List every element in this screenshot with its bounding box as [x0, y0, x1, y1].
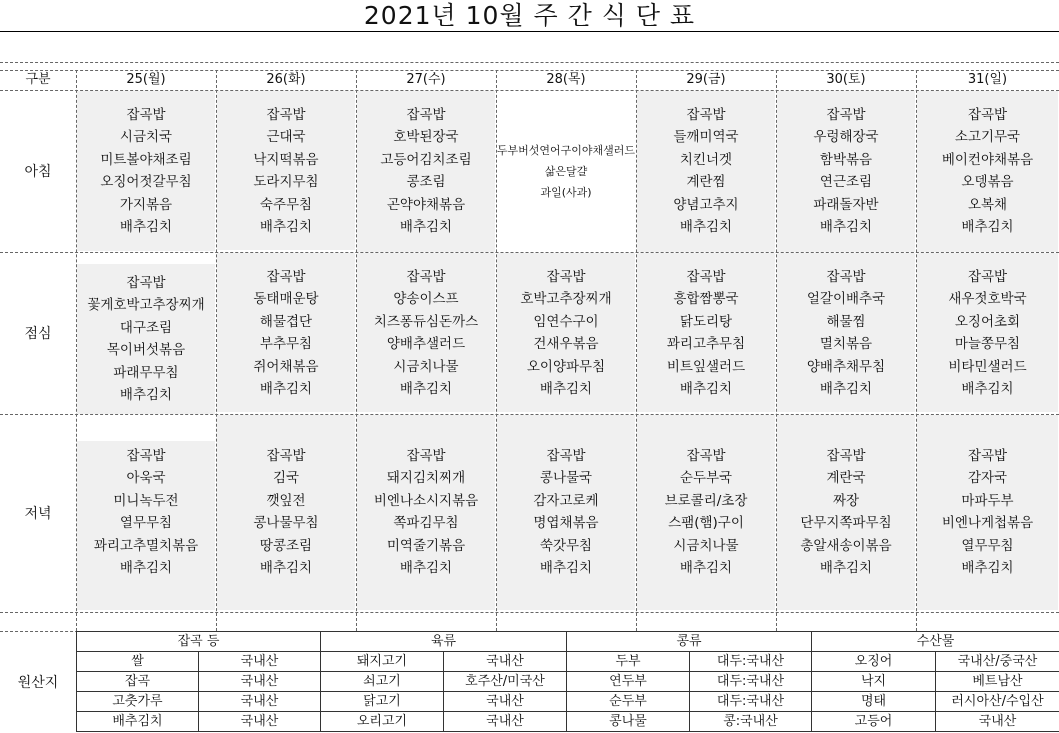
menu-item: 소고기무국: [954, 129, 1021, 145]
origin-country: 베트남산: [936, 672, 1059, 692]
menu-item: 도라지무침: [253, 174, 319, 190]
menu-cell-lunch: [76, 264, 216, 414]
origin-item: 두부: [567, 652, 690, 672]
meal-label-breakfast: 아침: [24, 164, 52, 180]
origin-country: 국내산: [444, 692, 567, 712]
origin-category-meat: 육류: [321, 632, 567, 652]
menu-item: 오복채: [967, 196, 1008, 213]
menu-item: 양념고추지: [673, 196, 739, 213]
menu-item: 흥합짬뽕국: [673, 291, 739, 307]
header-label: 구분: [25, 72, 51, 87]
meal-label-lunch: 점심: [24, 326, 52, 342]
menu-item: 쑥갓무침: [539, 537, 593, 554]
menu-item: 파래무무침: [113, 364, 179, 381]
menu-item: 낙지떡볶음: [253, 151, 319, 168]
menu-item: 잡곡밥: [686, 268, 726, 285]
menu-item: 배추김치: [679, 560, 733, 576]
origin-item: 낙지: [812, 672, 936, 692]
grid-line: [0, 62, 1059, 63]
origin-country: 대두:국내산: [690, 652, 812, 672]
menu-item: 연근조림: [819, 174, 873, 190]
menu-item: 시금치나물: [393, 358, 459, 375]
menu-item: 배추김치: [819, 381, 873, 397]
menu-item: 돼지김치찌개: [386, 470, 466, 486]
menu-item: 근대국: [266, 129, 306, 145]
menu-item: 잡곡밥: [546, 447, 586, 464]
origin-country: 국내산/중국산: [936, 652, 1059, 672]
menu-item: 오징어젓갈무침: [100, 174, 192, 190]
origin-item: 쇠고기: [321, 672, 444, 692]
menu-item: 꽈리고추멸치볶음: [93, 537, 199, 554]
menu-item: 배추김치: [259, 560, 313, 576]
menu-cell-dinner: [216, 438, 356, 586]
menu-cell-lunch: [496, 252, 636, 414]
menu-cell-breakfast: [216, 90, 356, 252]
origin-item: 고춧가루: [77, 692, 199, 712]
menu-item: 고등어김치조림: [380, 151, 472, 168]
menu-cell-dinner: [76, 438, 216, 586]
menu-item: 숙주무침: [259, 196, 313, 213]
origin-item: 오징어: [812, 652, 936, 672]
menu-item: 우렁해장국: [813, 129, 879, 145]
menu-item: 해물겹단: [259, 313, 313, 330]
menu-item: 해물찜: [826, 313, 866, 330]
menu-item: 잡곡밥: [686, 447, 726, 464]
menu-item: 마늘쫑무침: [954, 336, 1021, 352]
menu-item: 목이버섯볶음: [106, 342, 186, 358]
menu-item: 배추김치: [119, 387, 173, 403]
origin-row: [77, 672, 1059, 692]
menu-item: 오뎅볶음: [961, 174, 1014, 190]
origin-country: 국내산: [444, 652, 567, 672]
menu-item: 들깨미역국: [673, 129, 739, 145]
grid-line: [0, 612, 1059, 613]
menu-item: 잡곡밥: [266, 106, 306, 123]
menu-item: 치킨너겟: [679, 151, 733, 168]
menu-item: 잡곡밥: [406, 268, 446, 285]
menu-item: 계란찜: [686, 174, 726, 190]
menu-item: 양송이스프: [393, 291, 459, 307]
origin-item: 순두부: [567, 692, 690, 712]
menu-item: 총알새송이볶음: [800, 537, 892, 554]
menu-item: 브로콜리/초장: [664, 492, 748, 509]
menu-item: 꽈리고추무침: [666, 336, 746, 352]
menu-item: 배추김치: [259, 381, 313, 397]
origin-label: 원산지: [17, 674, 59, 691]
origin-item: 배추김치: [77, 712, 199, 732]
day-header: 30(토): [826, 72, 866, 87]
menu-item: 미니녹두전: [113, 492, 179, 509]
menu-item: 새우젓호박국: [948, 291, 1027, 307]
menu-item: 베이컨야채볶음: [941, 151, 1034, 168]
menu-item: 열무무침: [119, 515, 173, 531]
menu-item: 함박볶음: [819, 151, 873, 168]
origin-category-grains: 잡곡 등: [77, 632, 321, 652]
menu-item: 잡곡밥: [967, 447, 1008, 464]
menu-item: 잡곡밥: [266, 268, 306, 285]
menu-cell-breakfast: [496, 90, 636, 252]
origin-item: 고등어: [812, 712, 936, 732]
menu-item: 시금치나물: [673, 537, 739, 554]
day-header: 31(일): [967, 72, 1008, 87]
menu-item: 배추김치: [961, 560, 1014, 576]
menu-item: 열무무침: [961, 537, 1014, 554]
origin-country: 국내산: [936, 712, 1059, 732]
menu-cell-dinner: [636, 438, 776, 586]
menu-item: 콩조림: [406, 174, 446, 190]
origin-country: 국내산: [444, 712, 567, 732]
menu-item: 배추김치: [539, 560, 593, 576]
menu-item: 멸치볶음: [819, 336, 873, 352]
menu-item: 건새우볶음: [533, 336, 599, 352]
menu-cell-lunch: [356, 252, 496, 414]
origin-item: 명태: [812, 692, 936, 712]
menu-item: 짜장: [832, 492, 860, 509]
menu-item: 잡곡밥: [406, 106, 446, 123]
origin-row: [77, 652, 1059, 672]
menu-item: 땅콩조림: [259, 537, 313, 554]
menu-cell-dinner: [776, 438, 916, 586]
menu-item: 비엔나게첩볶음: [941, 515, 1034, 531]
origin-country: 호주산/미국산: [444, 672, 567, 692]
menu-item: 호박된장국: [393, 129, 459, 145]
origin-country: 대두:국내산: [690, 672, 812, 692]
menu-item: 잡곡밥: [126, 447, 166, 464]
menu-item: 감자고로케: [533, 492, 599, 509]
menu-item: 배추김치: [119, 219, 173, 235]
menu-item: 배추김치: [259, 219, 313, 235]
menu-item: 꽃게호박고추장찌개: [87, 297, 205, 313]
menu-item: 배추김치: [819, 560, 873, 576]
menu-cell-lunch: [916, 252, 1059, 414]
menu-item: 쥐어채볶음: [253, 358, 319, 375]
menu-cell-breakfast: [916, 90, 1059, 252]
menu-item: 치즈퐁듀심돈까스: [373, 313, 479, 330]
menu-item: 닭도리탕: [679, 313, 733, 330]
menu-cell-breakfast: [636, 90, 776, 252]
menu-item: 잡곡밥: [967, 106, 1008, 123]
origin-country: 콩:국내산: [690, 712, 812, 732]
origin-country: 국내산: [199, 652, 321, 672]
menu-item: 배추김치: [399, 219, 453, 235]
menu-item: 배추김치: [399, 560, 453, 576]
origin-country: 대두:국내산: [690, 692, 812, 712]
menu-item: 배추김치: [679, 381, 733, 397]
menu-item: 두부버섯연어구이야채샐러드: [496, 143, 636, 157]
menu-item: 동태매운탕: [253, 291, 319, 307]
menu-item: 가지볶음: [119, 196, 173, 213]
day-header: 27(수): [406, 72, 446, 87]
origin-item: 콩나물: [567, 712, 690, 732]
menu-item: 배추김치: [961, 219, 1014, 235]
menu-item: 배추김치: [679, 219, 733, 235]
menu-cell-breakfast: [776, 90, 916, 252]
day-header: 29(금): [686, 72, 726, 87]
menu-item: 명엽채볶음: [533, 515, 599, 531]
origin-country: 러시아산/수입산: [936, 692, 1059, 712]
day-header: 25(월): [126, 72, 166, 87]
menu-cell-lunch: [776, 252, 916, 414]
menu-cell-dinner: [356, 438, 496, 586]
menu-cell-breakfast: [356, 90, 496, 252]
menu-item: 감자국: [967, 470, 1008, 486]
menu-item: 잡곡밥: [406, 447, 446, 464]
origin-item: 연두부: [567, 672, 690, 692]
menu-item: 계란국: [826, 470, 866, 486]
menu-item: 잡곡밥: [266, 447, 306, 464]
menu-item: 배추김치: [961, 381, 1014, 397]
menu-item: 순두부국: [679, 470, 733, 486]
menu-item: 삶은달걀: [544, 164, 588, 178]
menu-item: 쪽파김무침: [393, 515, 459, 531]
menu-item: 미트볼야채조림: [100, 151, 192, 168]
menu-item: 깻잎전: [266, 492, 306, 509]
menu-item: 아욱국: [126, 470, 166, 486]
menu-item: 콩나물무침: [253, 515, 319, 531]
menu-item: 양배추채무침: [806, 358, 886, 375]
menu-item: 임연수구이: [533, 313, 599, 330]
origin-item: 닭고기: [321, 692, 444, 712]
menu-item: 배추김치: [819, 219, 873, 235]
origin-item: 돼지고기: [321, 652, 444, 672]
menu-item: 과일(사과): [540, 185, 592, 199]
menu-item: 파래돌자반: [813, 196, 879, 213]
menu-item: 배추김치: [119, 560, 173, 576]
menu-item: 콩나물국: [539, 470, 593, 486]
meal-label-dinner: 저녁: [24, 506, 52, 522]
origin-country: 국내산: [199, 672, 321, 692]
menu-item: 잡곡밥: [826, 106, 866, 123]
menu-item: 비타민샐러드: [948, 358, 1027, 375]
menu-item: 오징어초회: [954, 313, 1021, 330]
menu-cell-dinner: [496, 438, 636, 586]
menu-cell-lunch: [216, 252, 356, 414]
menu-item: 김국: [272, 470, 300, 486]
menu-item: 스팸(햄)구이: [668, 515, 744, 531]
origin-item: 잡곡: [77, 672, 199, 692]
menu-item: 배추김치: [539, 381, 593, 397]
menu-item: 마파두부: [961, 492, 1014, 509]
menu-cell-dinner: [916, 438, 1059, 586]
origin-item: 쌀: [77, 652, 199, 672]
menu-item: 배추김치: [399, 381, 453, 397]
menu-item: 잡곡밥: [126, 106, 166, 123]
menu-cell-breakfast: [76, 90, 216, 252]
menu-cell-lunch: [636, 252, 776, 414]
menu-item: 잡곡밥: [826, 268, 866, 285]
menu-item: 단무지쪽파무침: [800, 515, 892, 531]
origin-row: [77, 712, 1059, 732]
origin-item: 오리고기: [321, 712, 444, 732]
menu-item: 오이양파무침: [526, 358, 606, 375]
menu-item: 부추무침: [259, 336, 313, 352]
origin-row: [77, 692, 1059, 712]
menu-item: 곤약야채볶음: [386, 196, 466, 213]
menu-item: 잡곡밥: [126, 274, 166, 291]
menu-item: 잡곡밥: [686, 106, 726, 123]
grid-line: [0, 414, 1059, 415]
origin-category-beans: 콩류: [567, 632, 812, 652]
menu-item: 시금치국: [119, 129, 173, 145]
menu-item: 잡곡밥: [967, 268, 1008, 285]
menu-item: 양배추샐러드: [386, 336, 466, 352]
origin-country: 국내산: [199, 712, 321, 732]
page-title: 2021년 10월 주 간 식 단 표: [0, 0, 1059, 32]
menu-item: 비엔나소시지볶음: [373, 492, 479, 509]
menu-item: 비트잎샐러드: [666, 358, 746, 375]
menu-item: 대구조림: [119, 319, 173, 336]
day-header: 28(목): [546, 72, 586, 87]
origin-category-seafood: 수산물: [812, 632, 1059, 652]
menu-item: 얼갈이배추국: [806, 291, 886, 307]
menu-item: 잡곡밥: [546, 268, 586, 285]
day-header: 26(화): [266, 72, 306, 87]
origin-table: [76, 631, 1059, 732]
menu-item: 호박고추장찌개: [520, 291, 612, 307]
menu-item: 잡곡밥: [826, 447, 866, 464]
origin-country: 국내산: [199, 692, 321, 712]
menu-item: 미역줄기볶음: [386, 537, 466, 554]
